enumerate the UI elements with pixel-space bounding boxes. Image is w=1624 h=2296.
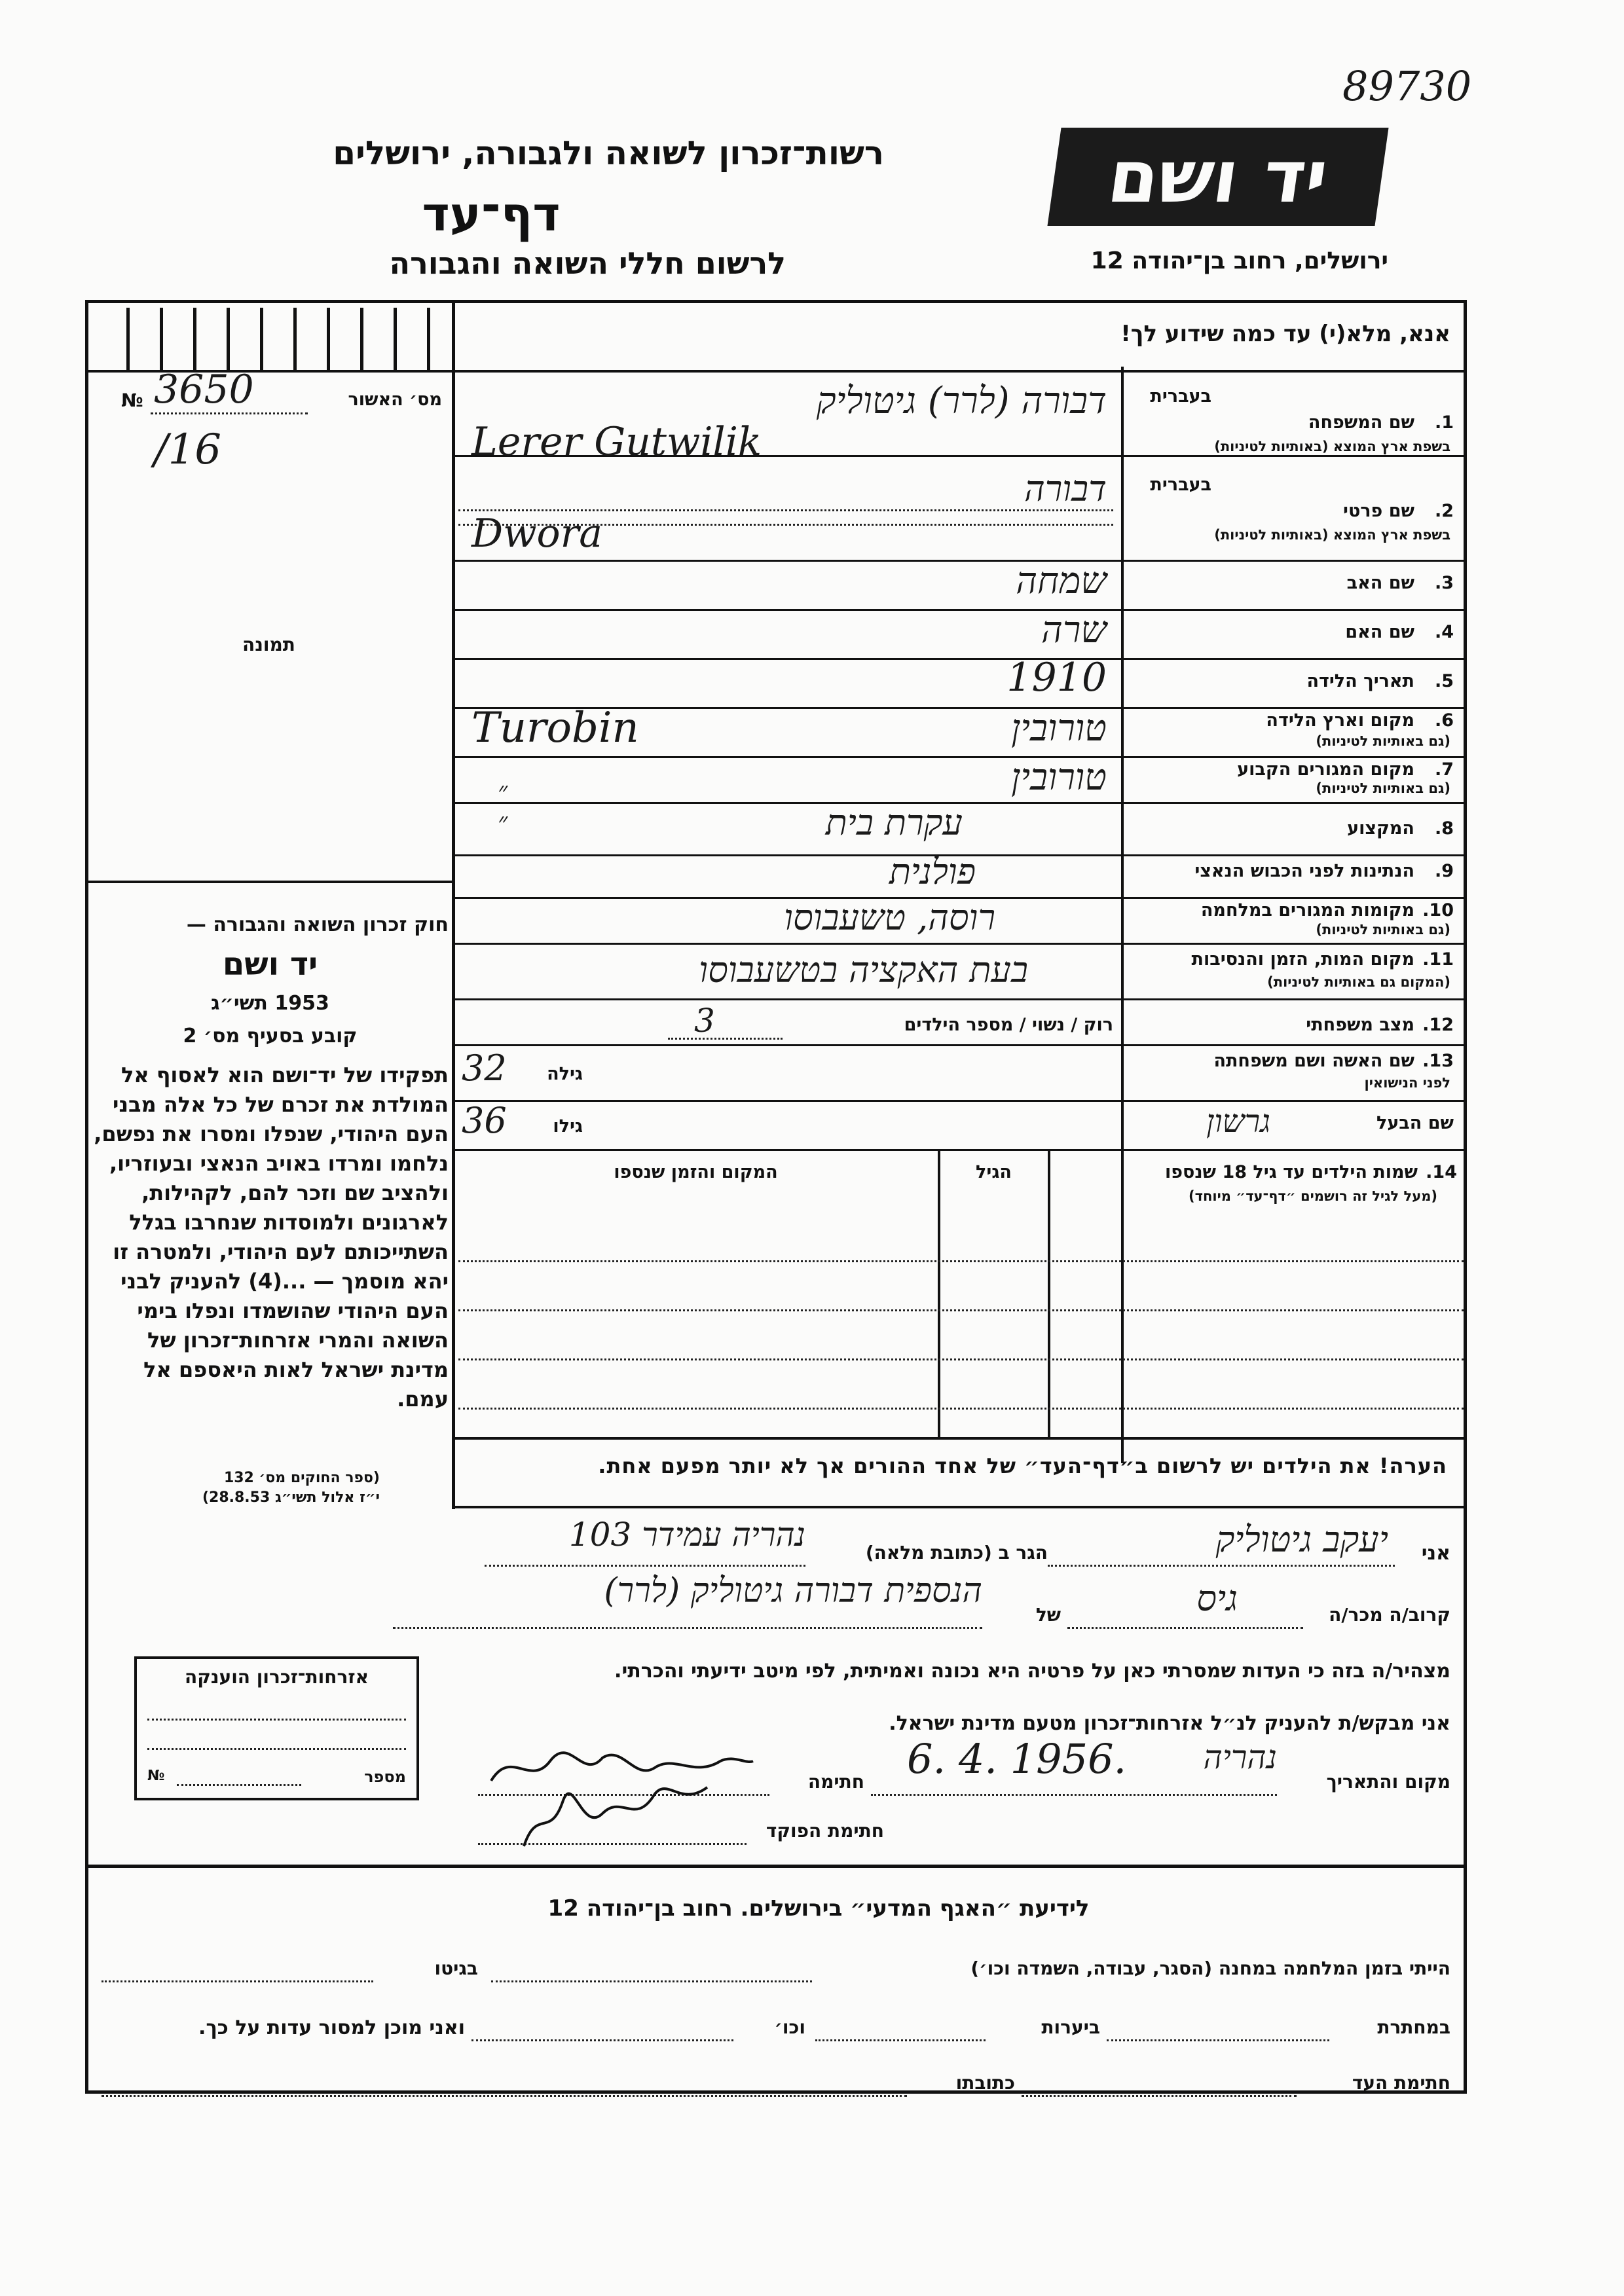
header-address: ירושלים, רחוב בן־יהודה 12: [1090, 247, 1388, 274]
field-4-num: 4.: [1434, 622, 1454, 642]
law-year-row: [92, 992, 449, 1015]
children-row-4: [458, 1408, 1464, 1410]
field-9-num: 9.: [1434, 861, 1454, 881]
yad-vashem-logo: [1047, 128, 1388, 226]
children-col-divider-2: [1048, 1150, 1050, 1438]
footer-witness-sig-line: [1022, 2095, 1297, 2097]
field-1-hebrew: דבורה (לרר) גיטוליק: [816, 380, 1107, 422]
decl-i: אני: [1421, 1542, 1450, 1565]
field-8-num: 8.: [1434, 818, 1454, 839]
field-7-value: טורובין: [1011, 756, 1107, 799]
field-5-value: 1910: [1006, 655, 1107, 701]
footer-address-line: [101, 2095, 907, 2097]
decl-of: של: [1035, 1604, 1061, 1626]
law-citation-1: (ספר החוקים מס׳ 132: [223, 1470, 380, 1486]
children-row-1: [458, 1260, 1464, 1262]
approval-sub: /16: [154, 426, 221, 474]
wife-age: 32: [462, 1048, 507, 1089]
wife-age-label: גילה: [547, 1064, 583, 1084]
field-2-hebrew: דבורה: [1024, 468, 1107, 509]
field-2-label: שם פרטי: [1343, 501, 1414, 521]
tick-row: [111, 308, 445, 370]
children-col-divider-1: [938, 1150, 940, 1438]
decl-place-date-label: מקום והתאריך: [1326, 1771, 1450, 1793]
field-11-label: מקום המות, הזמן והנסיבות: [1191, 949, 1414, 970]
law-year: 1953: [274, 992, 329, 1015]
note-bottom-rule: [453, 1506, 1465, 1508]
place-date-line: [871, 1794, 1277, 1796]
law-title: חוק זכרון השואה והגבורה —: [186, 913, 449, 936]
label-column-divider: [1121, 367, 1124, 1463]
field-5-num: 5.: [1434, 671, 1454, 691]
officer-signature: [511, 1768, 720, 1859]
footer-line3-b: כתובתו: [955, 2072, 1015, 2094]
footer-line2-a: במחתרת: [1377, 2016, 1450, 2038]
footer-line2-b: ביערות: [1041, 2016, 1100, 2038]
children-col-age: הגיל: [976, 1162, 1012, 1182]
approval-label: מס׳ האשור: [348, 390, 442, 410]
field-1-sub: בשפת ארץ המוצא (באותיות לטיניות): [1214, 439, 1450, 454]
archive-number: 89730: [1342, 62, 1472, 110]
header-authority: רשות־זכרון לשואה ולגבורה, ירושלים: [333, 134, 884, 172]
marital-options: רוק / נשוי / מספר הילדים: [904, 1015, 1113, 1035]
decl-of-name: הנספית דבורה גיטוליק (לרר): [604, 1571, 982, 1611]
field-10-value: רוסה, טשעבוסו: [784, 897, 995, 938]
footer-rule: [86, 1865, 1466, 1868]
field-12-label: מצב משפחתי: [1306, 1015, 1414, 1035]
field-12-num: 12.: [1422, 1015, 1454, 1035]
left-column-divider: [452, 301, 455, 1509]
footer-line1-a: הייתי בזמן המלחמה במחנה (הסגר, עבודה, השמדה וכו׳): [970, 1958, 1450, 1979]
field-1-latin: Lerer Gutwilik: [471, 419, 762, 465]
law-name: יד ושם: [222, 946, 318, 983]
header-subtitle: לרשום חללי השואה והגבורה: [389, 246, 786, 281]
field-7-sub: (גם באותיות לטיניות): [1316, 780, 1450, 796]
footer-camp-line: [491, 1980, 812, 1982]
footer-line2-d: ואני מוכן למסור עדות על כך.: [198, 2016, 465, 2039]
row-rule-10: [453, 943, 1465, 945]
decl-signature-label: חתימה: [807, 1771, 864, 1793]
field-7-num: 7.: [1434, 759, 1454, 780]
field-2-sub: בשפת ארץ המוצא (באותיות לטיניות): [1214, 527, 1450, 543]
field-3-num: 3.: [1434, 573, 1454, 593]
field-1-label: שם המשפחה: [1308, 412, 1414, 433]
footer-etc-line: [471, 2039, 733, 2041]
footer-line2-c: וכו׳: [774, 2016, 805, 2038]
address-line: [485, 1565, 805, 1567]
citizenship-line-1: [147, 1719, 406, 1721]
field-10-num: 10.: [1422, 900, 1454, 920]
decl-request-text: אני מבקש/ת להעניק לנ״ל אזרחות־זכרון מטעם מדינת ישראל.: [889, 1712, 1450, 1735]
citizenship-line-2: [147, 1748, 406, 1750]
header-title: דף־עד: [422, 187, 561, 242]
field-11-num: 11.: [1422, 949, 1454, 970]
footer-ghetto-line: [101, 1980, 373, 1982]
field-3-value: שמחה: [1016, 560, 1107, 602]
field-2-latin: Dwora: [471, 511, 603, 556]
children-col-names: שמות הילדים עד גיל 18 שנספו: [1164, 1162, 1418, 1182]
field-8-label: המקצוע: [1347, 818, 1414, 839]
field-11-value: בעת האקציה בטשעבוסו: [699, 949, 1028, 991]
children-table-bottom: [453, 1437, 1465, 1440]
row-rule-14: [453, 1149, 1465, 1151]
children-col-place: המקום והזמן שנספו: [614, 1162, 778, 1182]
law-text: תפקידו של יד־ושם הוא לאסוף אל המולדת את זכרם של כל אלה מבני העם היהודי, שנפלו ומסרו את נפשם, נלחמו ומרדו באויב הנאצי ובעוזריו, ולהציב שם וזכר להם, לקהילות, לארגונים ולמוסדות שנחרבו בגלל השתייכותם לעם היהודי, ולמטרה זו יהא מוסמך — ...(4) להעניק לבני העם היהודי שהושמדו ונפלו בימי השואה והמרי אזרחות־זכרון של מדינת ישראל לאות היאספם אל עמם.: [94, 1063, 449, 1412]
field-11-sub: (המקום גם באותיות לטיניות): [1267, 974, 1450, 990]
logo-text: יד ושם: [1103, 135, 1333, 219]
footer-title: לידיעת ״האגף המדעי״ בירושלים. רחוב בן־יהודה 12: [547, 1895, 1090, 1922]
field-8-value: עקרת בית: [825, 802, 963, 843]
citizenship-number-line: [177, 1784, 301, 1786]
field-2-tag: בעברית: [1150, 475, 1211, 495]
decl-lives-at: הגר ב (כתובת מלאה): [865, 1542, 1048, 1563]
footer-line3-a: חתימת העד: [1352, 2072, 1450, 2094]
note: הערה! את הילדים יש לרשום ב״דף־העד״ של אחד ההורים אך לא יותר מפעם אחת.: [598, 1453, 1447, 1478]
husband-age-label: גילו: [553, 1116, 583, 1137]
declarant: יעקב גיטוליק: [1215, 1519, 1388, 1560]
field-4-value: שרה: [1041, 609, 1107, 651]
field-7-ditto: ״ ״: [498, 776, 626, 837]
husband-name: גרשון: [1206, 1103, 1270, 1140]
children-col-names-sub: (מעל לגיל זה רושמים ״דף־עד״ מיוחד): [1189, 1188, 1437, 1204]
row-rule-12: [453, 1044, 1465, 1046]
field-2-num: 2.: [1434, 501, 1454, 521]
decl-date: 6. 4. 1956.: [907, 1735, 1127, 1783]
citizenship-no-mark: №: [147, 1768, 165, 1784]
approval-line: [151, 412, 308, 414]
decl-declare-text: מצהיר/ה בזה כי העדות שמסרתי כאן על פרטיה היא נכונה ואמיתית, לפי מיטב ידיעתי והכרתי.: [614, 1660, 1450, 1683]
field-6-hebrew: טורובין: [1011, 707, 1107, 750]
husband-age: 36: [462, 1100, 507, 1141]
footer-underground-line: [1107, 2039, 1329, 2041]
footer-forest-line: [815, 2039, 986, 2041]
children-count: 3: [694, 1002, 715, 1040]
children-row-2: [458, 1309, 1464, 1311]
decl-address: נהריה עמידר 103: [568, 1516, 805, 1554]
approval-no-mark: №: [121, 390, 143, 411]
approval-number: 3650: [154, 367, 254, 412]
children-count-line: [668, 1038, 783, 1040]
field-6-num: 6.: [1434, 710, 1454, 731]
citizenship-number-label: מספר: [364, 1768, 406, 1786]
field-9-value: פולנית: [889, 851, 976, 892]
field-4-label: שם האם: [1345, 622, 1414, 642]
photo-bottom-rule: [86, 881, 453, 883]
field-1-tag: בעברית: [1150, 386, 1211, 407]
children-row-3: [458, 1358, 1464, 1360]
field-10-sub: (גם באותיות לטיניות): [1316, 922, 1450, 938]
decl-officer-label: חתימת הפוקד: [766, 1820, 884, 1842]
field-6-label: מקום וארץ הלידה: [1266, 710, 1414, 731]
law-citation-2: י״ז אלול תשי״ג 28.8.53): [202, 1489, 380, 1506]
field-5-label: תאריך הלידה: [1306, 671, 1414, 691]
decl-place: נהריה: [1203, 1738, 1277, 1776]
field-6-latin: Turobin: [471, 704, 639, 752]
children-num: 14.: [1426, 1162, 1457, 1182]
field-7-label: מקום המגורים הקבוע: [1237, 759, 1414, 780]
field-13-label: שם האשה ושם משפחתה: [1213, 1051, 1414, 1071]
declarant-line: [1048, 1565, 1395, 1567]
field-9-label: הנתינות לפני הכבוש הנאצי: [1194, 861, 1414, 881]
relation-line: [1067, 1627, 1303, 1629]
footer-line1-b: בגיטו: [434, 1958, 478, 1979]
field-6-sub: (גם באותיות לטיניות): [1316, 733, 1450, 749]
law-year-heb: תשי״ג: [211, 992, 268, 1015]
field-10-label: מקומות המגורים במלחמה: [1200, 900, 1414, 920]
of-name-line: [393, 1627, 982, 1629]
law-clause: קובע בסעיף מס׳ 2: [183, 1025, 358, 1048]
field-1-num: 1.: [1434, 412, 1454, 433]
decl-relative-label: קרוב/ה מכר/ה: [1329, 1604, 1450, 1626]
row-rule-11: [453, 998, 1465, 1000]
row-rule-13: [453, 1100, 1465, 1102]
field-3-label: שם האב: [1346, 573, 1414, 593]
field-13-sub: לפני הנישואין: [1364, 1075, 1450, 1091]
instruction: אנא, מלא(י) עד כמה שידוע לך!: [1120, 321, 1450, 347]
citizenship-title: אזרחות־זכרון הוענקה: [185, 1666, 369, 1688]
field-13-num: 13.: [1422, 1051, 1454, 1071]
decl-relation: גיס: [1196, 1578, 1238, 1619]
husband-label: שם הבעל: [1376, 1113, 1454, 1133]
instruction-rule: [85, 370, 1467, 373]
photo-label: תמונה: [242, 634, 295, 655]
